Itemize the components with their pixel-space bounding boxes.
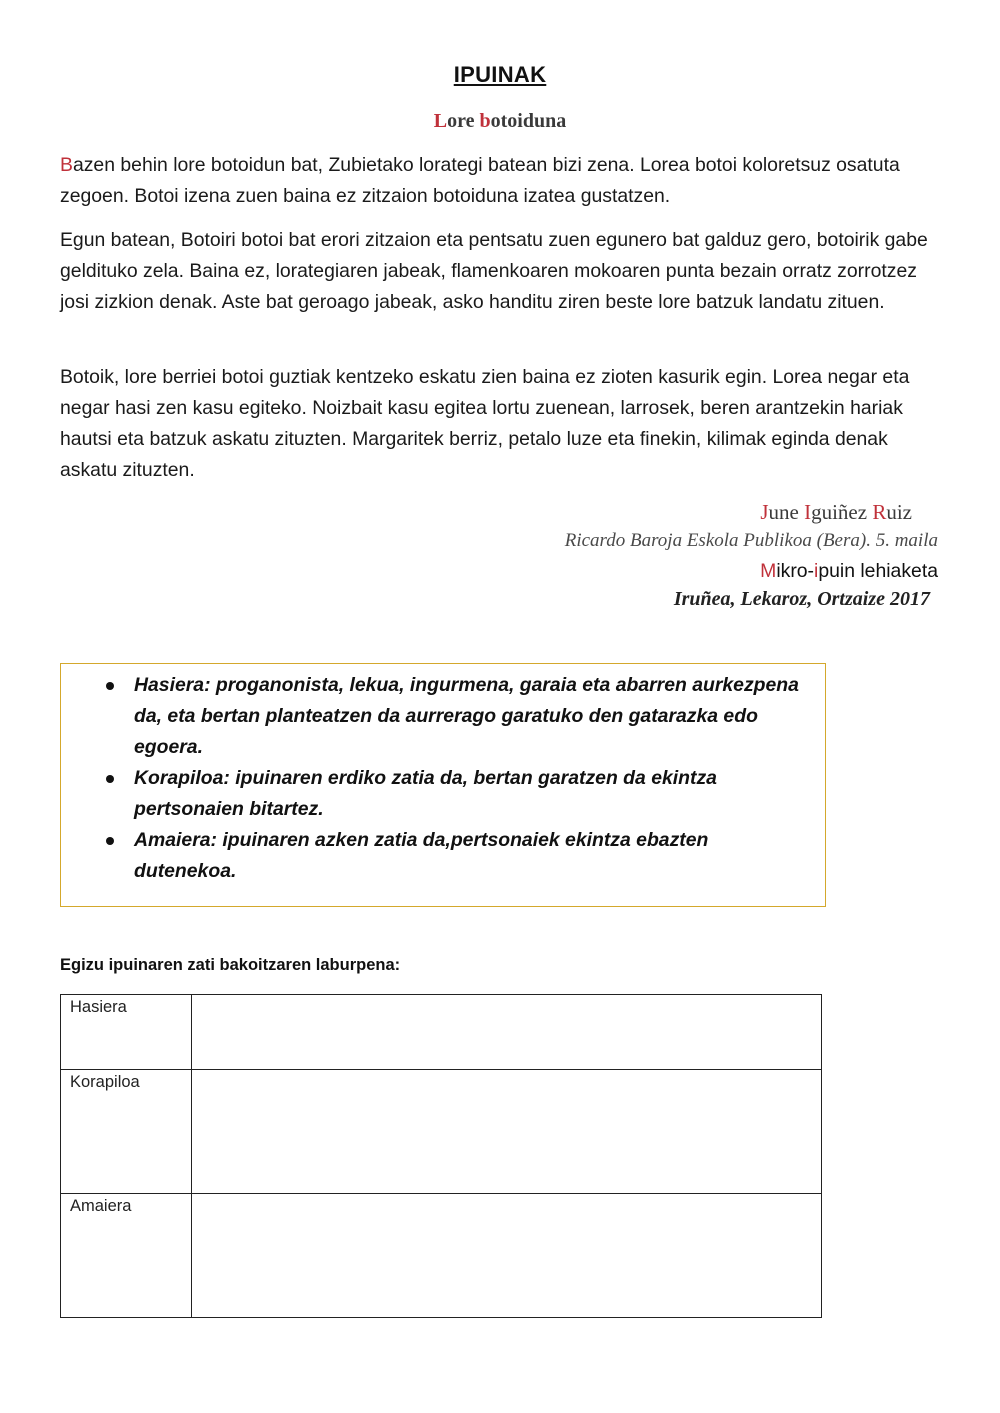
story-title-part-1: ore: [447, 110, 480, 132]
contest-part-2: puin lehiaketa: [818, 560, 938, 582]
page-title: IPUINAK: [453, 62, 547, 87]
author-initial-j: J: [760, 500, 769, 524]
contest-initial-i: i: [814, 560, 819, 582]
bullet-icon: [106, 837, 114, 845]
author-initial-r: R: [872, 500, 887, 524]
table-row: [61, 1070, 822, 1194]
list-item-amaiera: [61, 825, 827, 887]
contest-line: [760, 560, 938, 583]
bullet-icon: [106, 775, 114, 783]
author-part-3: uiz: [886, 500, 912, 524]
author-part-1: une: [768, 500, 805, 524]
contest-initial-m: M: [760, 560, 777, 582]
story-paragraph-3: Botoik, lore berriei botoi guztiak kentzeko eskatu zien baina ez zioten kasurik egin. Lorea negar eta negar hasi zen kasu egiteko. Noizbait kasu egitea lortu zuenean, larrosek, beren arantzekin hariak hautsi eta batzuk askatu zituzten. Margaritek berriz, petalo luze eta finekin, kilimak eginda denak askatu zituzten.: [60, 366, 910, 481]
row-label-korapiloa: Korapiloa: [61, 1070, 192, 1194]
list-item-hasiera: [61, 670, 827, 763]
list-item-text: Amaiera: ipuinaren azken zatia da,pertsonaiek ekintza ebazten dutenekoa.: [134, 829, 709, 882]
row-label-hasiera: Hasiera: [61, 995, 192, 1070]
summary-table: [60, 994, 822, 1318]
story-paragraph-2: Egun batean, Botoiri botoi bat erori zitzaion eta pentsatu zuen egunero bat galduz gero, botoirik gabe geldituko zela. Baina ez, lorategiaren jabeak, flamenkoaren mokoaren punta bezain orratz zorrotzez josi zizkion denak. Aste bat geroago jabeak, asko handitu ziren beste lore batzuk landatu zituen.: [60, 229, 928, 313]
list-item-text: Korapiloa: ipuinaren erdiko zatia da, bertan garatzen da ekintza pertsonaien bitartez.: [134, 767, 717, 820]
story-paragraph-1-text: azen behin lore botoidun bat, Zubietako lorategi batean bizi zena. Lorea botoi koloretsuz osatuta zegoen. Botoi izena zuen baina ez zitzaion botoiduna izatea gustatzen.: [60, 154, 900, 207]
author-name: [760, 500, 912, 525]
answer-cell-amaiera[interactable]: [192, 1194, 822, 1318]
story-paragraph-1: [60, 150, 940, 212]
place-date-line: Iruñea, Lekaroz, Ortzaize 2017: [673, 588, 930, 610]
school-line: Ricardo Baroja Eskola Publikoa (Bera). 5. maila: [564, 530, 938, 551]
story-title-part-2: otoiduna: [490, 110, 567, 132]
answer-cell-korapiloa[interactable]: [192, 1070, 822, 1194]
bullet-icon: [106, 682, 114, 690]
drop-initial: B: [60, 154, 73, 176]
author-initial-i: I: [804, 500, 812, 524]
story-structure-list: [61, 670, 827, 887]
answer-cell-hasiera[interactable]: [192, 995, 822, 1070]
list-item-korapiloa: [61, 763, 827, 825]
table-row: [61, 1194, 822, 1318]
list-item-text: Hasiera: proganonista, lekua, ingurmena, garaia eta abarren aurkezpena da, eta bertan planteatzen da aurrerago garatuko den gatarazka edo egoera.: [134, 674, 799, 758]
author-part-2: guiñez: [811, 500, 873, 524]
story-title-initial-b: b: [479, 110, 491, 132]
contest-part-1: ikro-: [776, 560, 815, 582]
story-title-initial-l: L: [433, 110, 448, 132]
row-label-amaiera: Amaiera: [61, 1194, 192, 1318]
story-title: [0, 110, 1000, 133]
story-structure-box: [60, 663, 826, 907]
table-row: [61, 995, 822, 1070]
summary-instruction: Egizu ipuinaren zati bakoitzaren laburpena:: [60, 956, 401, 974]
